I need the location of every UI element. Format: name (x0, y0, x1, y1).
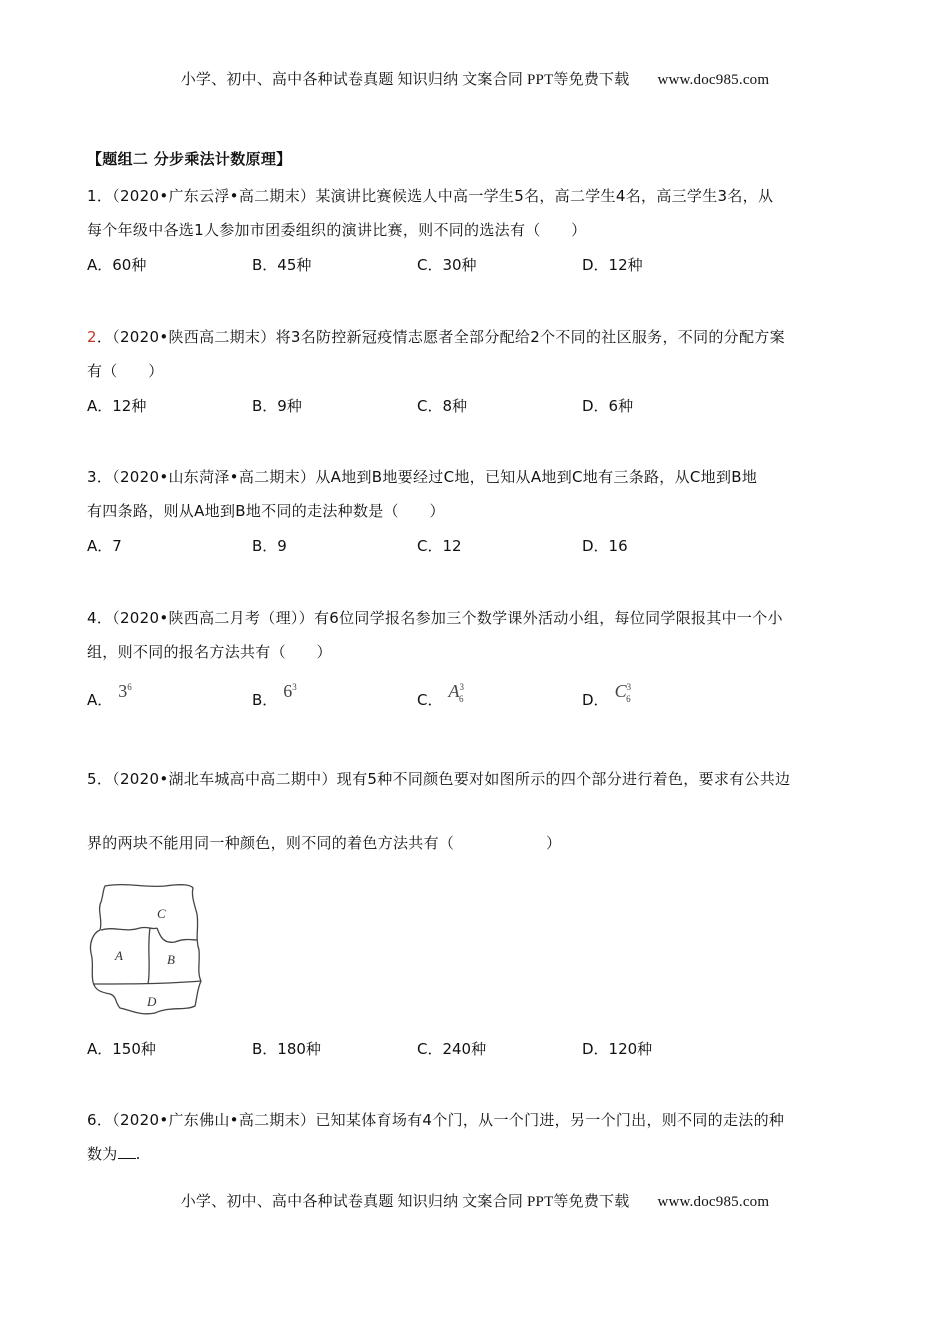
question-2-line-2: 有（ ） (87, 362, 164, 380)
option-c[interactable]: C． $A^3_6$ (417, 681, 464, 709)
svg-text:A: A (115, 948, 123, 963)
region-map-figure (85, 878, 215, 1023)
option-d[interactable]: D．120种 (582, 1040, 653, 1058)
option-d[interactable]: D．12种 (582, 256, 643, 274)
question-5-line-2: 界的两块不能用同一种颜色，则不同的着色方法共有（ ） (87, 834, 562, 852)
option-a[interactable]: A．12种 (87, 397, 147, 415)
option-d[interactable]: D．6种 (582, 397, 634, 415)
option-b[interactable]: B． $6^3$ (252, 681, 297, 709)
option-a[interactable]: A．7 (87, 537, 122, 555)
math-expression: $A^3_6$ (448, 681, 464, 704)
option-c[interactable]: C．30种 (417, 256, 477, 274)
page-footer (0, 1190, 950, 1211)
map-diagram (85, 878, 215, 1023)
question-6-line-2: 数为 . (87, 1145, 141, 1163)
option-b[interactable]: B．9 (252, 537, 287, 555)
option-b[interactable]: B．45种 (252, 256, 312, 274)
option-c[interactable]: C．240种 (417, 1040, 487, 1058)
question-2-number: 2 (87, 328, 97, 346)
option-b[interactable]: B．9种 (252, 397, 302, 415)
question-6-line-1: 6．（2020•广东佛山•高二期末）已知某体育场有4个门，从一个门进，另一个门出，则不同的走法的种 (87, 1111, 785, 1129)
svg-text:C: C (157, 906, 166, 921)
math-expression: $C^3_6$ (614, 681, 632, 704)
page-header (0, 68, 950, 89)
question-1-line-2: 每个年级中各选1人参加市团委组织的演讲比赛，则不同的选法有（ ） (87, 221, 587, 239)
option-b[interactable]: B．180种 (252, 1040, 321, 1058)
option-c[interactable]: C．12 (417, 537, 462, 555)
question-5-line-1: 5．（2020•湖北车城高中高二期中）现有5种不同颜色要对如图所示的四个部分进行着色，要求有公共边 (87, 770, 791, 788)
answer-blank[interactable] (118, 1144, 136, 1159)
math-expression: $6^3$ (283, 681, 297, 701)
math-expression: $3^6$ (118, 681, 132, 701)
option-d[interactable]: D． $C^3_6$ (582, 681, 632, 709)
option-a[interactable]: A． $3^6$ (87, 681, 132, 709)
question-2-line-1: 2．（2020•陕西高二期末）将3名防控新冠疫情志愿者全部分配给2个不同的社区服务，不同的分配方案 (87, 328, 785, 346)
svg-text:D: D (147, 994, 157, 1009)
section-title: 【题组二 分步乘法计数原理】 (87, 150, 292, 168)
question-4-line-2: 组，则不同的报名方法共有（ ） (87, 643, 332, 661)
option-c[interactable]: C．8种 (417, 397, 468, 415)
option-d[interactable]: D．16 (582, 537, 628, 555)
option-a[interactable]: A．150种 (87, 1040, 156, 1058)
question-3-line-1: 3．（2020•山东菏泽•高二期末）从A地到B地要经过C地，已知从A地到C地有三条路，从C地到B地 (87, 468, 758, 486)
header-url[interactable]: www.doc985.com (657, 72, 770, 88)
header-text: 小学、初中、高中各种试卷真题 知识归纳 文案合同 PPT等免费下载 (180, 72, 630, 88)
footer-text: 小学、初中、高中各种试卷真题 知识归纳 文案合同 PPT等免费下载 (180, 1194, 630, 1210)
option-a[interactable]: A．60种 (87, 256, 147, 274)
svg-text:B: B (167, 952, 175, 967)
question-1-line-1: 1．（2020•广东云浮•高二期末）某演讲比赛候选人中高一学生5名，高二学生4名，高三学生3名，从 (87, 187, 774, 205)
question-3-line-2: 有四条路，则从A地到B地不同的走法种数是（ ） (87, 502, 445, 520)
footer-url[interactable]: www.doc985.com (657, 1194, 770, 1210)
question-4-line-1: 4．（2020•陕西高二月考（理））有6位同学报名参加三个数学课外活动小组，每位同学限报其中一个小 (87, 609, 783, 627)
